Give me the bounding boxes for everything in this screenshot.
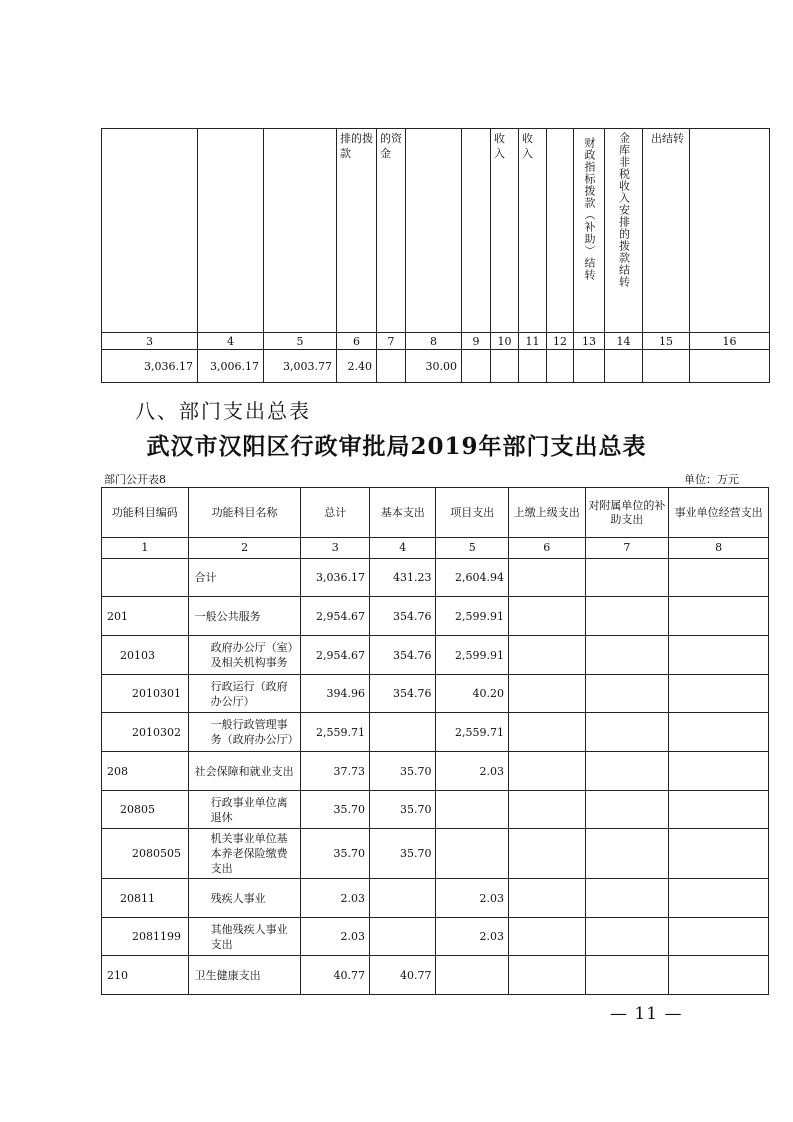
function-name: 一般行政管理事务（政府办公厅） bbox=[188, 713, 301, 752]
function-code: 210 bbox=[102, 956, 189, 995]
index-cell: 12 bbox=[547, 333, 574, 350]
value-cell: 30.00 bbox=[406, 350, 462, 383]
index-cell: 2 bbox=[188, 538, 301, 559]
value-cell bbox=[574, 350, 605, 383]
header-cell-funds: 的资金 bbox=[380, 132, 402, 160]
unit-label: 单位：万元 bbox=[684, 473, 739, 486]
index-cell: 10 bbox=[491, 333, 519, 350]
header-cell-fiscal-carryover: 财政指标拨款（补助）结转 bbox=[583, 137, 596, 281]
index-cell: 1 bbox=[102, 538, 189, 559]
project-value: 2,599.91 bbox=[436, 636, 509, 675]
total-value: 35.70 bbox=[301, 791, 370, 829]
function-name: 机关事业单位基本养老保险缴费支出 bbox=[188, 829, 301, 879]
header-subsidiary-subsidy: 对附属单位的补助支出 bbox=[585, 488, 669, 538]
basic-value: 40.77 bbox=[369, 956, 435, 995]
value-cell bbox=[377, 350, 406, 383]
index-cell: 15 bbox=[643, 333, 690, 350]
value-cell: 3,036.17 bbox=[102, 350, 198, 383]
function-code: 20805 bbox=[102, 791, 189, 829]
form-label: 部门公开表8 bbox=[104, 473, 166, 486]
project-value: 2,559.71 bbox=[436, 713, 509, 752]
basic-value: 35.70 bbox=[369, 829, 435, 879]
index-row bbox=[102, 538, 769, 559]
header-cell-arranged-allocation: 排的拨款 bbox=[340, 132, 373, 160]
index-cell: 5 bbox=[264, 333, 337, 350]
basic-value: 35.70 bbox=[369, 752, 435, 791]
value-cell bbox=[491, 350, 519, 383]
project-value: 2.03 bbox=[436, 879, 509, 918]
index-cell: 5 bbox=[436, 538, 509, 559]
function-name: 政府办公厅（室）及相关机构事务 bbox=[188, 636, 301, 675]
index-cell: 4 bbox=[198, 333, 264, 350]
page-number: — 11 — bbox=[610, 1004, 683, 1024]
function-name: 行政事业单位离退休 bbox=[188, 791, 301, 829]
total-value: 37.73 bbox=[301, 752, 370, 791]
value-cell bbox=[643, 350, 690, 383]
function-code: 20103 bbox=[102, 636, 189, 675]
basic-value: 354.76 bbox=[369, 636, 435, 675]
function-name: 残疾人事业 bbox=[188, 879, 301, 918]
table-row bbox=[102, 956, 769, 995]
index-cell: 3 bbox=[102, 333, 198, 350]
header-cell-carryover: 出结转 bbox=[651, 132, 684, 145]
header-cell-income-2: 收入 bbox=[522, 132, 533, 160]
function-name: 社会保障和就业支出 bbox=[188, 752, 301, 791]
value-cell bbox=[462, 350, 491, 383]
index-cell: 3 bbox=[301, 538, 370, 559]
header-cell-treasury-carryover: 金库非税收入安排的拨款结转 bbox=[617, 132, 631, 288]
total-value: 2,559.71 bbox=[301, 713, 370, 752]
function-code: 208 bbox=[102, 752, 189, 791]
function-code: 2010301 bbox=[102, 675, 189, 713]
basic-value: 431.23 bbox=[369, 559, 435, 597]
function-code: 2080505 bbox=[102, 829, 189, 879]
index-cell: 9 bbox=[462, 333, 491, 350]
value-cell bbox=[519, 350, 547, 383]
basic-value bbox=[369, 713, 435, 752]
project-value bbox=[436, 791, 509, 829]
index-cell: 13 bbox=[574, 333, 605, 350]
table-row bbox=[102, 713, 769, 752]
header-total: 总计 bbox=[301, 488, 370, 538]
total-value: 394.96 bbox=[301, 675, 370, 713]
function-name: 行政运行（政府办公厅） bbox=[188, 675, 301, 713]
basic-value bbox=[369, 918, 435, 956]
header-function-name: 功能科目名称 bbox=[188, 488, 301, 538]
project-value bbox=[436, 956, 509, 995]
index-cell: 4 bbox=[369, 538, 435, 559]
function-name: 合计 bbox=[188, 559, 301, 597]
index-cell: 11 bbox=[519, 333, 547, 350]
function-code: 201 bbox=[102, 597, 189, 636]
index-cell: 16 bbox=[690, 333, 770, 350]
header-project-expenditure: 项目支出 bbox=[436, 488, 509, 538]
table-row bbox=[102, 791, 769, 829]
expenditure-table bbox=[101, 487, 769, 995]
document-title: 武汉市汉阳区行政审批局2019年部门支出总表 bbox=[146, 433, 647, 460]
total-value: 2.03 bbox=[301, 918, 370, 956]
header-cell-income-1: 收入 bbox=[494, 132, 505, 160]
project-value: 2,604.94 bbox=[436, 559, 509, 597]
value-cell: 3,003.77 bbox=[264, 350, 337, 383]
project-value: 2.03 bbox=[436, 918, 509, 956]
basic-value: 35.70 bbox=[369, 791, 435, 829]
function-name: 其他残疾人事业支出 bbox=[188, 918, 301, 956]
function-code bbox=[102, 559, 189, 597]
basic-value bbox=[369, 879, 435, 918]
header-basic-expenditure: 基本支出 bbox=[369, 488, 435, 538]
table-row bbox=[102, 918, 769, 956]
total-value: 2,954.67 bbox=[301, 597, 370, 636]
table-row bbox=[102, 829, 769, 879]
function-code: 20811 bbox=[102, 879, 189, 918]
index-cell: 7 bbox=[377, 333, 406, 350]
section-heading: 八、部门支出总表 bbox=[135, 399, 311, 423]
project-value bbox=[436, 829, 509, 879]
project-value: 40.20 bbox=[436, 675, 509, 713]
value-cell bbox=[690, 350, 770, 383]
basic-value: 354.76 bbox=[369, 597, 435, 636]
value-cell: 2.40 bbox=[337, 350, 377, 383]
total-value: 35.70 bbox=[301, 829, 370, 879]
index-cell: 7 bbox=[585, 538, 669, 559]
basic-value: 354.76 bbox=[369, 675, 435, 713]
index-row bbox=[102, 333, 770, 350]
value-cell: 3,006.17 bbox=[198, 350, 264, 383]
total-value: 3,036.17 bbox=[301, 559, 370, 597]
values-row bbox=[102, 350, 770, 383]
table-row bbox=[102, 597, 769, 636]
table-row bbox=[102, 675, 769, 713]
total-value: 2,954.67 bbox=[301, 636, 370, 675]
index-cell: 6 bbox=[337, 333, 377, 350]
header-remit-to-superior: 上缴上级支出 bbox=[509, 488, 586, 538]
function-code: 2010302 bbox=[102, 713, 189, 752]
header-row bbox=[102, 488, 769, 538]
value-cell bbox=[605, 350, 643, 383]
continuation-table bbox=[101, 128, 770, 383]
index-cell: 8 bbox=[669, 538, 769, 559]
total-value: 2.03 bbox=[301, 879, 370, 918]
total-value: 40.77 bbox=[301, 956, 370, 995]
project-value: 2.03 bbox=[436, 752, 509, 791]
header-business-operation: 事业单位经营支出 bbox=[669, 488, 769, 538]
header-function-code: 功能科目编码 bbox=[102, 488, 189, 538]
function-name: 卫生健康支出 bbox=[188, 956, 301, 995]
index-cell: 8 bbox=[406, 333, 462, 350]
table-row bbox=[102, 636, 769, 675]
table-row bbox=[102, 752, 769, 791]
index-cell: 6 bbox=[509, 538, 586, 559]
table-row bbox=[102, 879, 769, 918]
header-row bbox=[102, 129, 770, 333]
index-cell: 14 bbox=[605, 333, 643, 350]
project-value: 2,599.91 bbox=[436, 597, 509, 636]
value-cell bbox=[547, 350, 574, 383]
function-code: 2081199 bbox=[102, 918, 189, 956]
function-name: 一般公共服务 bbox=[188, 597, 301, 636]
table-row bbox=[102, 559, 769, 597]
